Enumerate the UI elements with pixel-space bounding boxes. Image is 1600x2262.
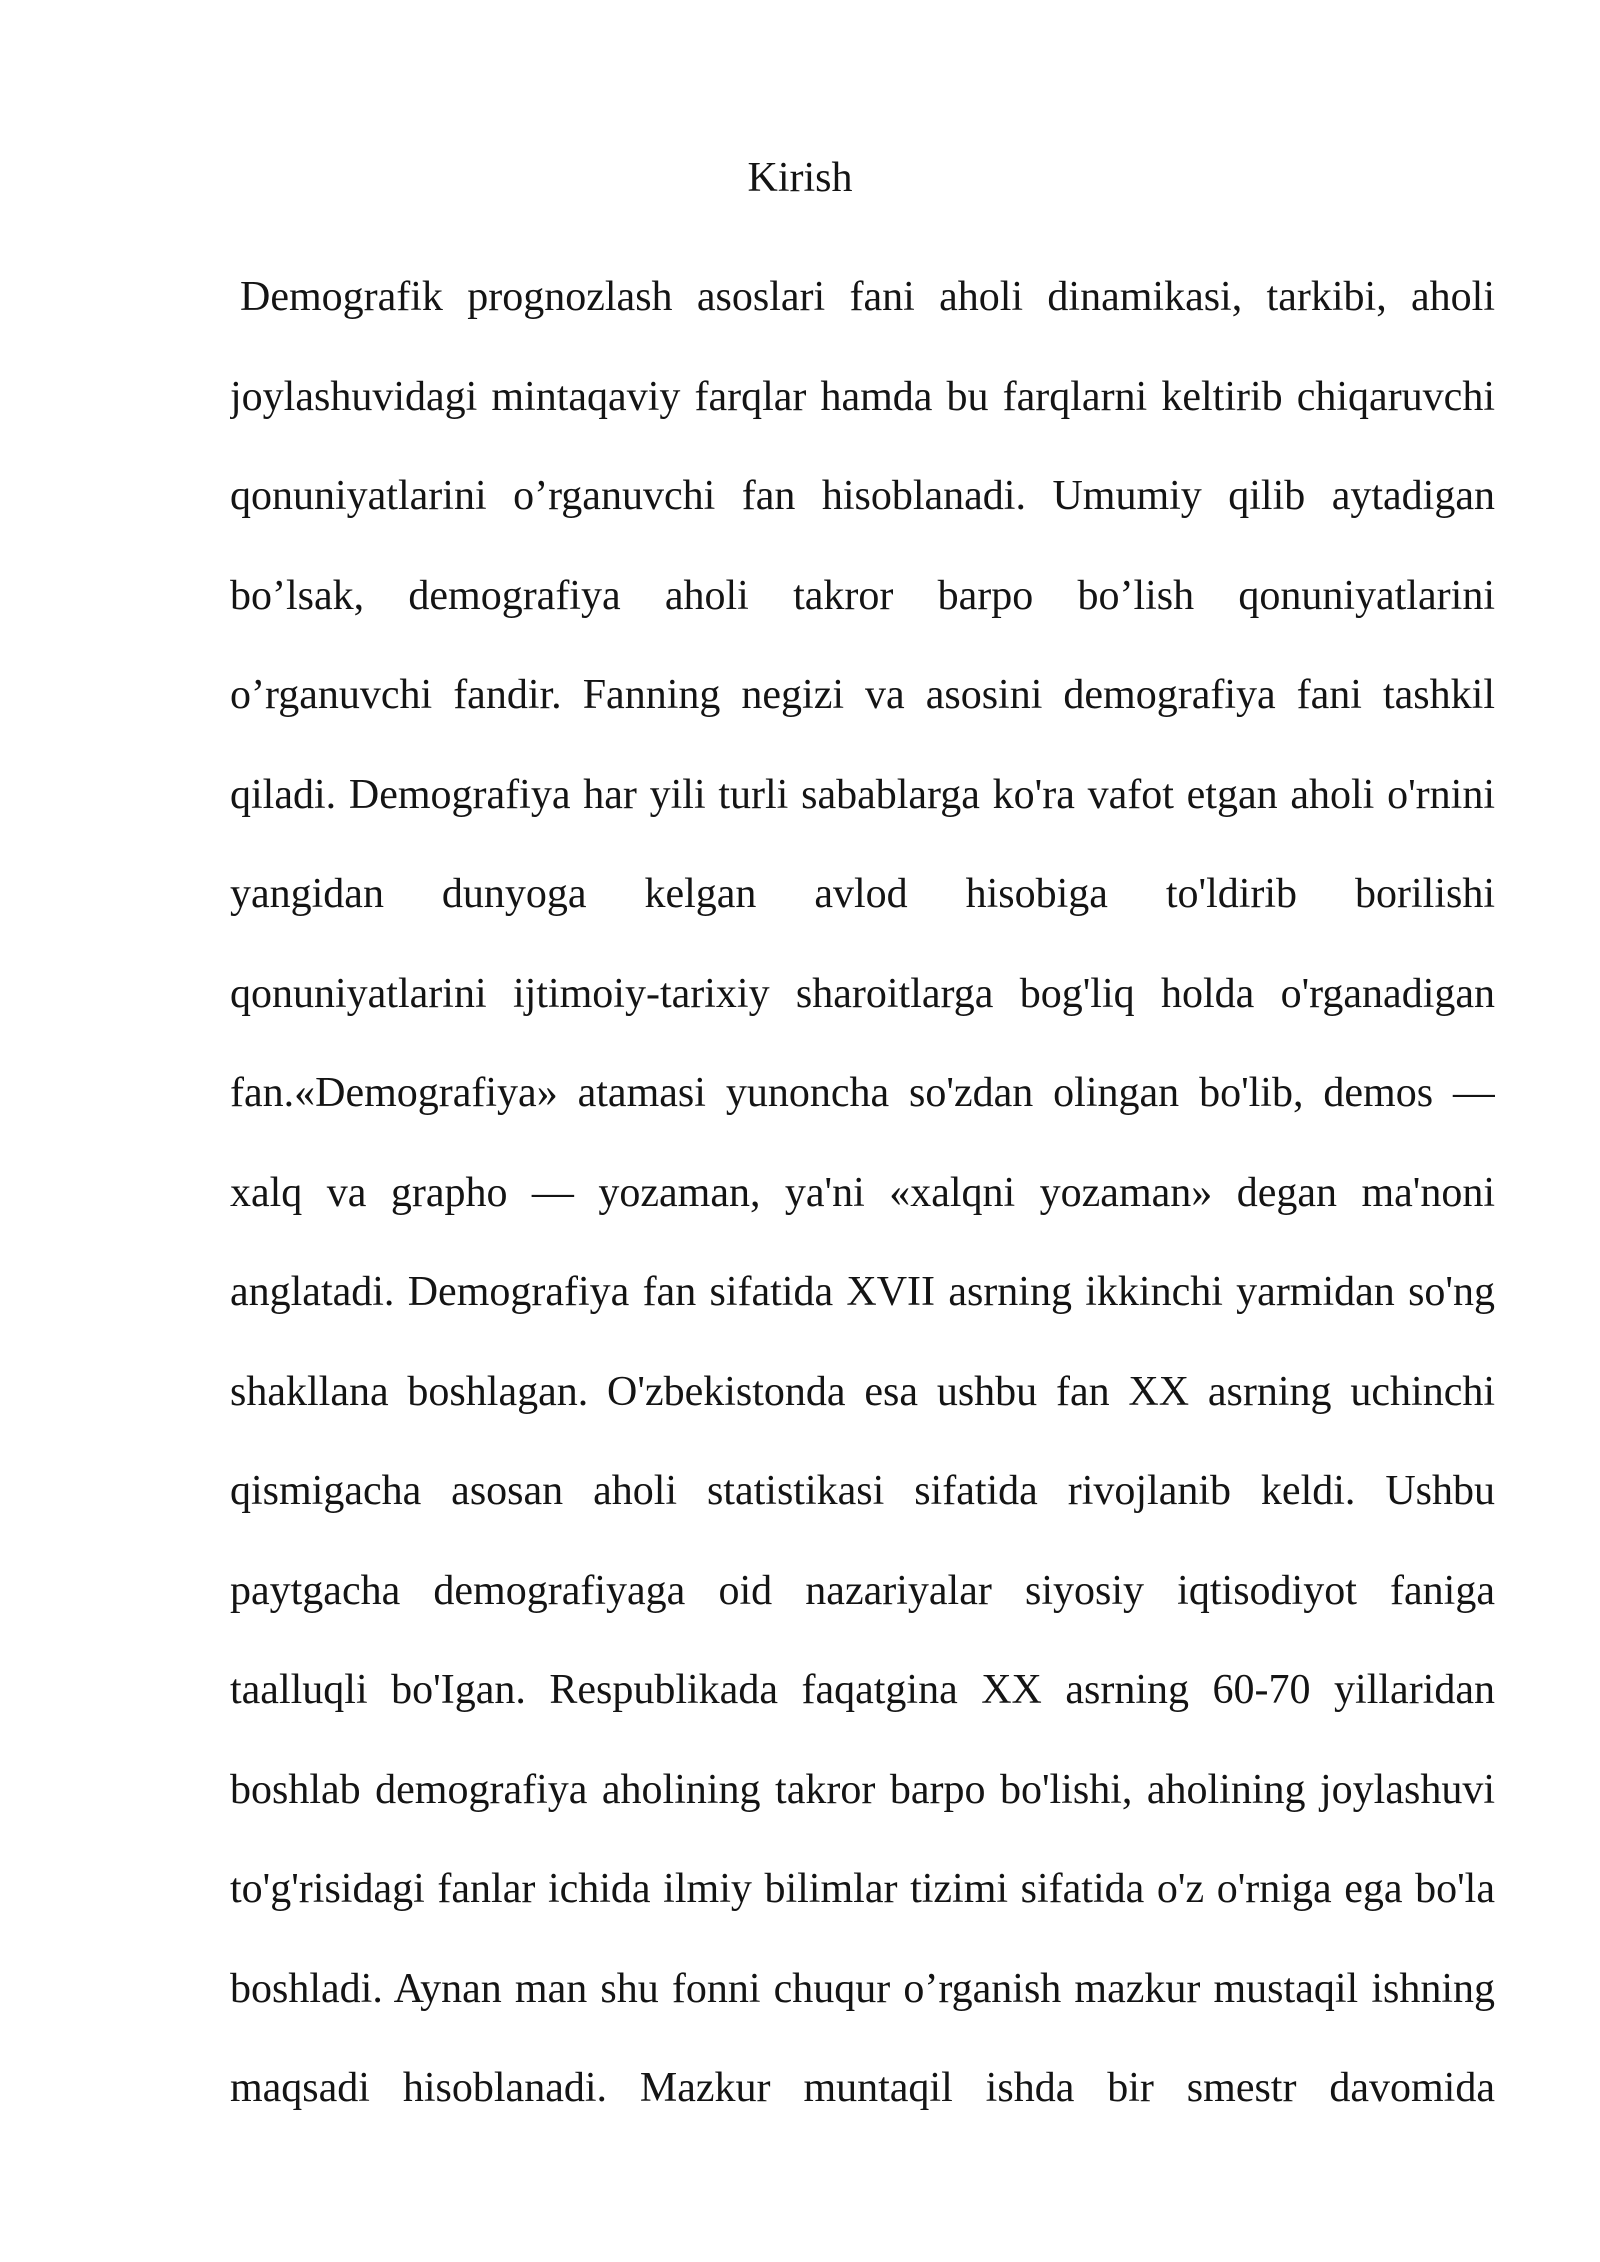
text-line: paytgacha demografiyaga oid nazariyalar siyosiy iqtisodiyot faniga: [230, 1567, 1495, 1614]
text-line: maqsadi hisoblanadi. Mazkur muntaqil ishda bir smestr davomida: [230, 2065, 1495, 2111]
text-line: anglatadi. Demografiya fan sifatida XVII asrning ikkinchi yarmidan so'ng: [230, 1269, 1495, 1315]
page-title: Kirish: [747, 155, 853, 201]
text-line: xalq va grapho — yozaman, ya'ni «xalqni yozaman» degan ma'noni: [230, 1169, 1495, 1216]
text-line: boshlab demografiya aholining takror barpo bo'lishi, aholining joylashuvi: [230, 1766, 1495, 1813]
text-line: fan.«Demografiya» atamasi yunoncha so'zdan olingan bo'lib, demos —: [230, 1070, 1495, 1116]
text-line: yangidan dunyoga kelgan avlod hisobiga to'ldirib borilishi: [230, 871, 1495, 917]
text-line: qiladi. Demografiya har yili turli sabablarga ko'ra vafot etgan aholi o'rnini: [230, 771, 1495, 818]
body-paragraph: [230, 248, 1495, 2139]
text-line: o’rganuvchi fandir. Fanning negizi va asosini demografiya fani tashkil: [230, 672, 1495, 718]
text-line: joylashuvidagi mintaqaviy farqlar hamda bu farqlarni keltirib chiqaruvchi: [230, 373, 1495, 420]
text-line: bo’lsak, demografiya aholi takror barpo bo’lish qonuniyatlarini: [230, 572, 1495, 619]
text-line: to'g'risidagi fanlar ichida ilmiy bilimlar tizimi sifatida o'z o'rniga ega bo'la: [230, 1866, 1495, 1912]
text-line: boshladi. Aynan man shu fonni chuqur o’rganish mazkur mustaqil ishning: [230, 1965, 1495, 2012]
text-line: taalluqli bo'Igan. Respublikada faqatgina XX asrning 60-70 yillaridan: [230, 1667, 1495, 1713]
text-line: qismigacha asosan aholi statistikasi sifatida rivojlanib keldi. Ushbu: [230, 1468, 1495, 1514]
text-line: qonuniyatlarini o’rganuvchi fan hisoblanadi. Umumiy qilib aytadigan: [230, 473, 1495, 519]
text-line: shakllana boshlagan. O'zbekistonda esa ushbu fan XX asrning uchinchi: [230, 1368, 1495, 1415]
text-line: qonuniyatlarini ijtimoiy-tarixiy sharoitlarga bog'liq holda o'rganadigan: [230, 970, 1495, 1017]
text-line: Demografik prognozlash asoslari fani aholi dinamikasi, tarkibi, aholi: [240, 274, 1495, 320]
